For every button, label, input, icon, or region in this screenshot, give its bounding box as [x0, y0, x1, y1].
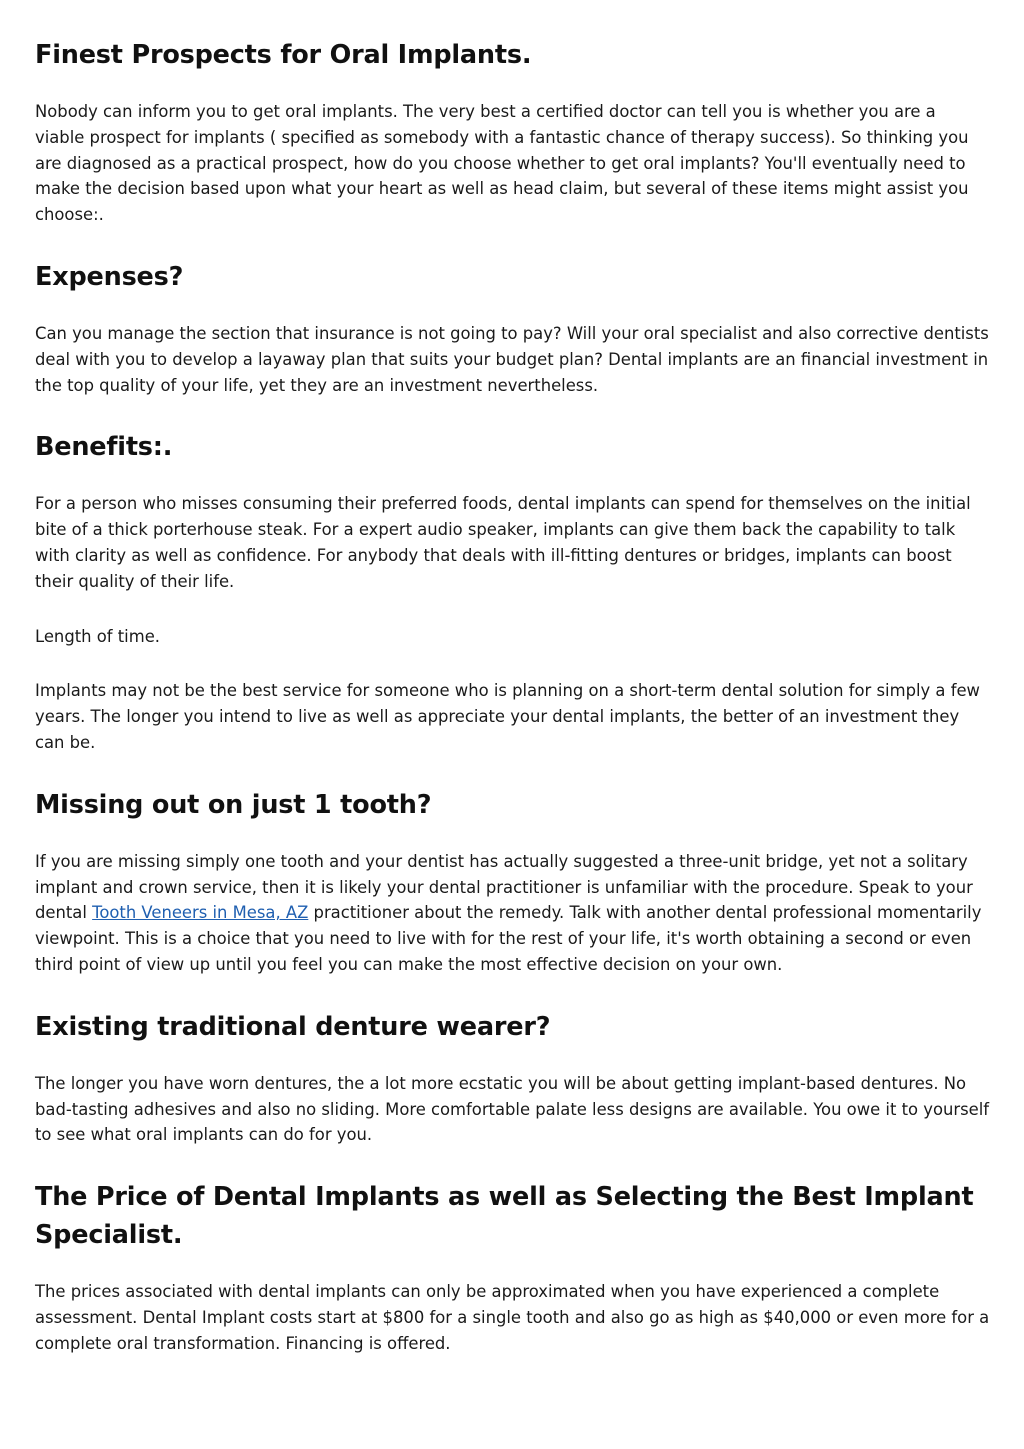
denture-wearer-paragraph: The longer you have worn dentures, the a lot more ecstatic you will be about getting implant-based dentures. No bad-tasting adhesives and also no sliding. More comfortable palate less designs are available. You owe it to yourself to see what oral implants can do for you. — [35, 1073, 990, 1145]
expenses-paragraph: Can you manage the section that insurance is not going to pay? Will your oral specialist and also corrective dentists deal with you to develop a layaway plan that suits your budget plan? Dental implants are an financial investment in the top quality of your life, yet they are an investment nevertheless. — [35, 323, 989, 395]
intro-paragraph: Nobody can inform you to get oral implants. The very best a certified doctor can tell you is whether you are a viable prospect for implants ( specified as somebody with a fantastic chance of therapy success). So thinking you are diagnosed as a practical prospect, how do you choose whether to get oral implants? You'll eventually need to make the decision based upon what your heart as well as head claim, but several of these items might assist you choose:. — [35, 102, 969, 225]
missing-tooth-text-before-link: If you are missing simply one tooth and your dentist has actually suggested a three-unit bridge, yet not a solitary implant and crown service, then it is likely your dental practitioner is unfamiliar with the procedure. Speak to your dental — [35, 851, 973, 923]
page-title: Finest Prospects for Oral Implants. — [35, 40, 532, 70]
benefits-paragraph: For a person who misses consuming their preferred foods, dental implants can spend for themselves on the initial bite of a thick porterhouse steak. For a expert audio speaker, implants can give them back the capability to talk with clarity as well as confidence. For anybody that deals with ill-fitting dentures or bridges, implants can boost their quality of their life. — [35, 494, 971, 591]
section-heading-price: The Price of Dental Implants as well as Selecting the Best Implant Specialist. — [35, 1182, 974, 1251]
length-of-time-label: Length of time. — [35, 626, 160, 646]
missing-tooth-text-after-link: practitioner about the remedy. Talk with another dental professional momentarily viewpoint. This is a choice that you need to live with for the rest of your life, it's worth obtaining a second or even third point of view up until you feel you can make the most effective decision on your own. — [35, 903, 982, 974]
length-of-time-paragraph: Implants may not be the best service for someone who is planning on a short-term dental solution for simply a few years. The longer you intend to live as well as appreciate your dental implants, the better of an investment they can be. — [35, 681, 980, 752]
tooth-veneers-link[interactable]: Tooth Veneers in Mesa, AZ — [92, 903, 309, 923]
missing-tooth-paragraph — [35, 849, 990, 978]
price-paragraph: The prices associated with dental implants can only be approximated when you have experienced a complete assessment. Dental Implant costs start at $800 for a single tooth and also go as high as $40,000 or even more for a complete oral transformation. Financing is offered. — [35, 1282, 990, 1353]
section-heading-benefits: Benefits:. — [35, 432, 173, 463]
section-heading-denture-wearer: Existing traditional denture wearer? — [35, 1011, 551, 1042]
section-heading-expenses: Expenses? — [35, 261, 184, 292]
section-heading-missing-tooth: Missing out on just 1 tooth? — [35, 789, 432, 820]
